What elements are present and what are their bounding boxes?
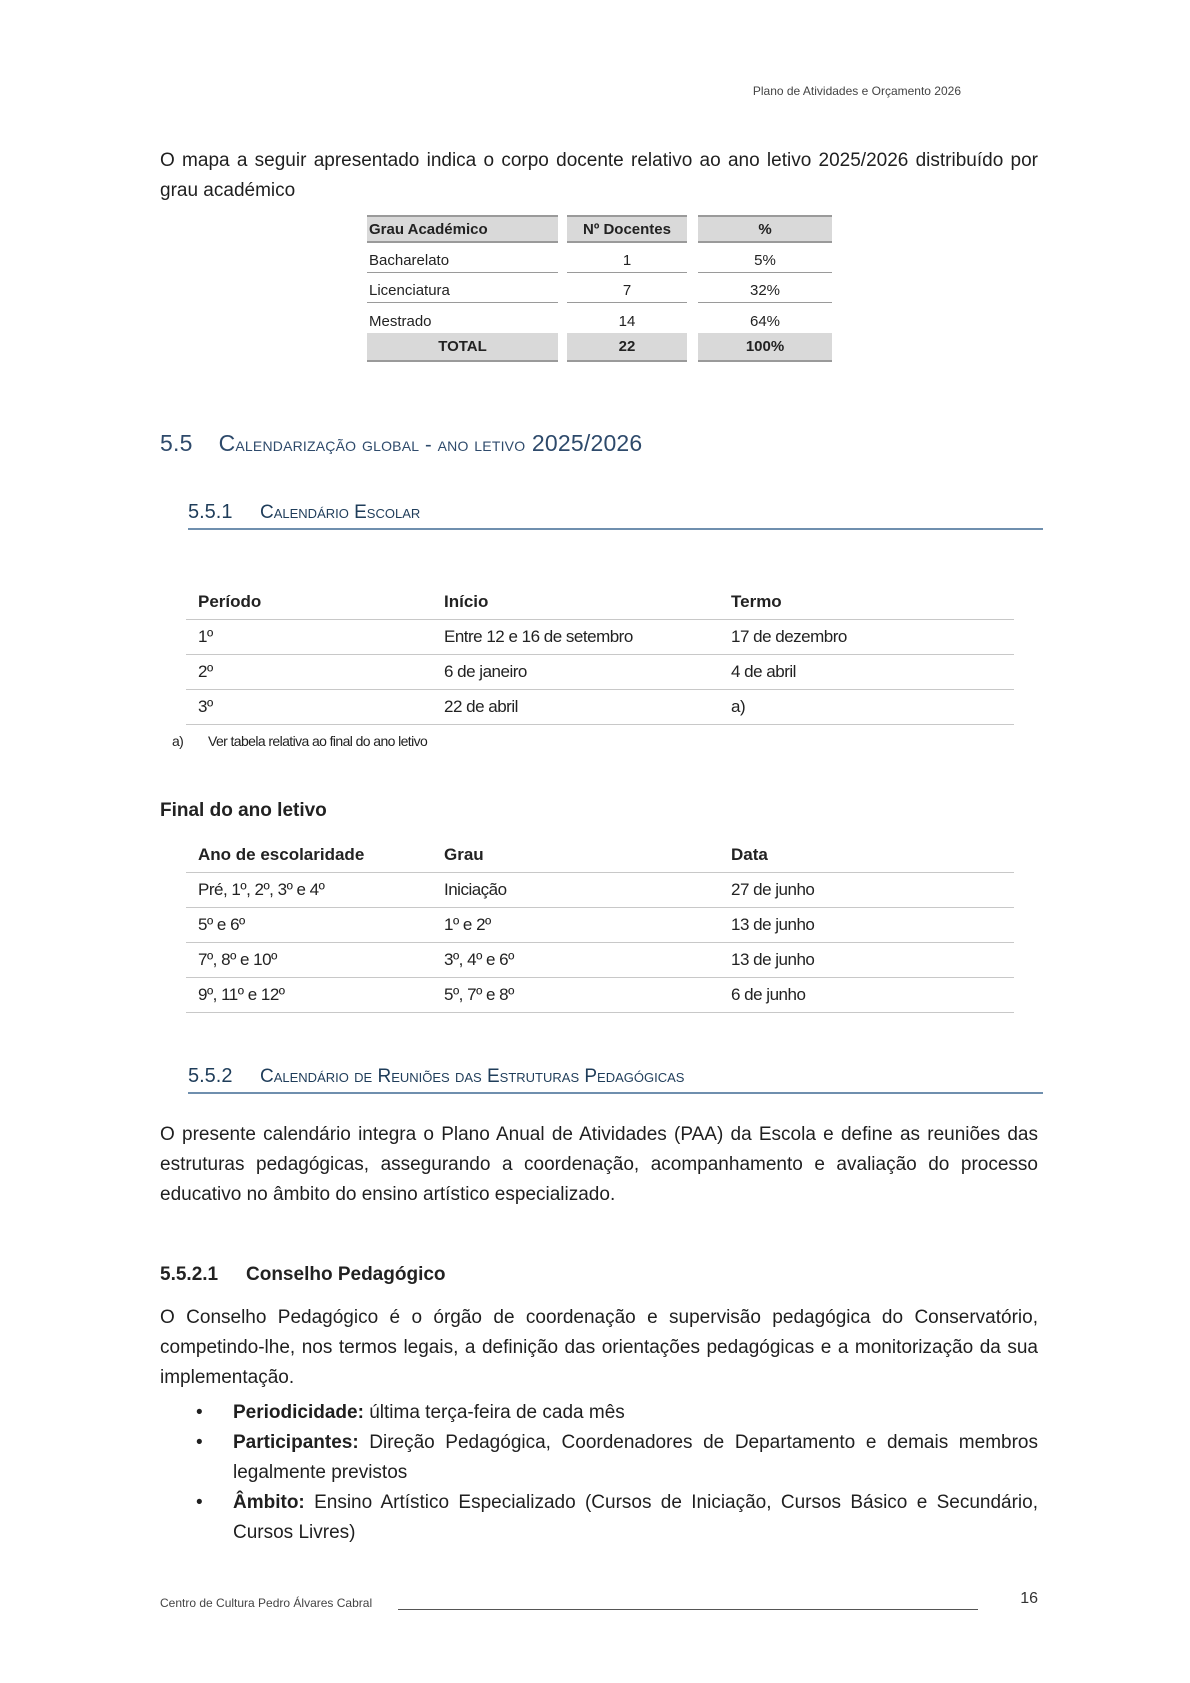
table-row: 14 — [618, 313, 636, 330]
school-calendar-table — [186, 585, 1014, 725]
table-row: 7 — [567, 273, 687, 303]
year-end-table — [186, 838, 1014, 1013]
intro-paragraph: O mapa a seguir apresentado indica o corpo docente relativo ao ano letivo 2025/2026 distribuído por grau académico — [160, 150, 1038, 201]
table-header: Ano de escolaridade Grau Data — [186, 838, 1014, 873]
table-row: Licenciatura — [367, 273, 558, 303]
teachers-table — [367, 215, 832, 365]
teachers-total-label: TOTAL — [367, 333, 558, 362]
table-row: Pré, 1º, 2º, 3º e 4º Iniciação 27 de junho — [186, 873, 1014, 908]
footer-rule — [398, 1609, 978, 1610]
calendar-footnote: a) Ver tabela relativa ao final do ano letivo — [172, 733, 428, 749]
bullet-icon: • — [196, 1492, 203, 1513]
table-row: 1º Entre 12 e 16 de setembro 17 de dezembro — [186, 620, 1014, 655]
conselho-paragraph: O Conselho Pedagógico é o órgão de coordenação e supervisão pedagógica do Conservatório, competindo-lhe, nos termos legais, a definição das orientações pedagógicas e a monitorização da sua implementação. — [160, 1307, 1038, 1388]
table-row: 5% — [698, 243, 832, 273]
teachers-total-percent: 100% — [698, 333, 832, 362]
teachers-total-count: 22 — [567, 333, 687, 362]
table-row: 9º, 11º e 12º 5º, 7º e 8º 6 de junho — [186, 978, 1014, 1013]
paa-paragraph: O presente calendário integra o Plano Anual de Atividades (PAA) da Escola e define as reuniões das estruturas pedagógicas, assegurando a coordenação, acompanhamento e avaliação do processo educativo no âmbito do ensino artístico especializado. — [160, 1124, 1038, 1205]
section-heading-5-5-1: 5.5.1 Calendário Escolar — [188, 501, 1043, 530]
table-row: 64% — [749, 313, 781, 330]
section-heading-5-5-2: 5.5.2 Calendário de Reuniões das Estruturas Pedagógicas — [188, 1065, 1043, 1094]
table-header: Período Início Termo — [186, 585, 1014, 620]
footer-org: Centro de Cultura Pedro Álvares Cabral — [160, 1596, 373, 1610]
section-heading-5-5: 5.5 Calendarização global - ano letivo 2025/2026 — [160, 430, 643, 456]
year-end-title: Final do ano letivo — [160, 800, 327, 821]
teachers-header-docentes: Nº Docentes — [567, 215, 687, 243]
list-item: • Periodicidade: última terça-feira de cada mês — [160, 1398, 1038, 1428]
teachers-header-percent: % — [698, 215, 832, 243]
section-heading-5-5-2-1: 5.5.2.1 Conselho Pedagógico — [160, 1264, 446, 1285]
page-header: Plano de Atividades e Orçamento 2026 — [752, 84, 961, 98]
bullet-icon: • — [196, 1432, 203, 1453]
table-row: 2º 6 de janeiro 4 de abril — [186, 655, 1014, 690]
table-row: Mestrado — [369, 313, 432, 330]
list-item: • Âmbito: Ensino Artístico Especializado (Cursos de Iniciação, Cursos Básico e Secundário, Cursos Livres) — [160, 1488, 1038, 1548]
table-row: 7º, 8º e 10º 3º, 4º e 6º 13 de junho — [186, 943, 1014, 978]
bullet-icon: • — [196, 1402, 203, 1423]
table-row: 3º 22 de abril a) — [186, 690, 1014, 725]
table-row: Bacharelato — [367, 243, 558, 273]
table-row: 32% — [698, 273, 832, 303]
table-row: 1 — [567, 243, 687, 273]
list-item: • Participantes: Direção Pedagógica, Coordenadores de Departamento e demais membros legalmente previstos — [160, 1428, 1038, 1488]
table-row: 5º e 6º 1º e 2º 13 de junho — [186, 908, 1014, 943]
teachers-header-grau: Grau Académico — [367, 215, 558, 243]
page-number: 16 — [1020, 1590, 1038, 1607]
conselho-bullet-list — [160, 1398, 1038, 1548]
